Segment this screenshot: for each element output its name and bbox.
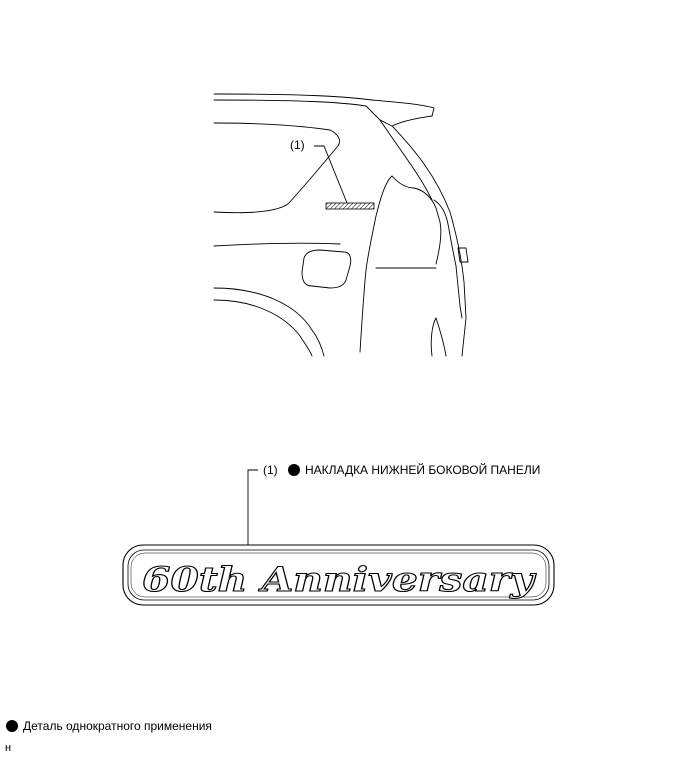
illustration-code: н	[5, 742, 12, 754]
part-callout-label: (1)	[263, 463, 278, 477]
single-use-marker-icon	[288, 464, 300, 476]
emblem-text: 60th Anniversary	[142, 560, 537, 600]
single-use-legend-icon	[6, 720, 18, 732]
part-callout-leader	[248, 470, 258, 545]
legend-text: Деталь однократного применения	[23, 719, 212, 733]
vehicle-illustration	[214, 94, 468, 356]
part-location-marker	[326, 203, 374, 209]
part-name: НАКЛАДКА НИЖНЕЙ БОКОВОЙ ПАНЕЛИ	[305, 463, 541, 477]
emblem	[123, 545, 554, 605]
car-callout-label: (1)	[290, 138, 305, 152]
legend	[6, 719, 212, 733]
